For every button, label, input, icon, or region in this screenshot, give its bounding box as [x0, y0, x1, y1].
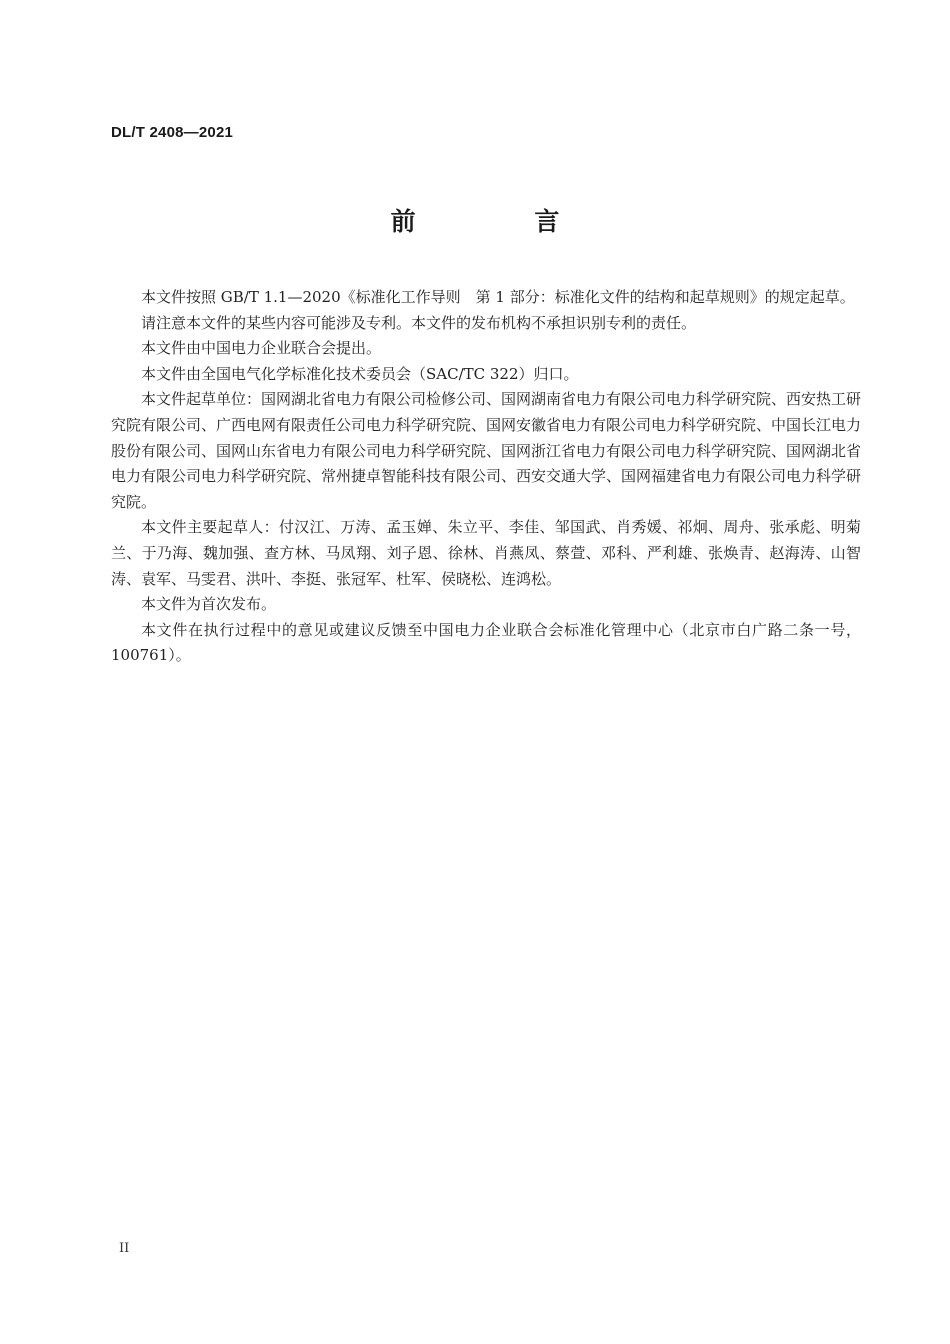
page-number: II — [119, 1241, 130, 1256]
standard-code: DL/T 2408—2021 — [111, 124, 234, 141]
paragraph-feedback: 本文件在执行过程中的意见或建议反馈至中国电力企业联合会标准化管理中心（北京市白广路二条一号，100761）。 — [111, 620, 861, 665]
paragraph-drafters: 本文件主要起草人：付汉江、万涛、孟玉婵、朱立平、李佳、邹国武、肖秀媛、祁炯、周舟、张承彪、明菊兰、于乃海、魏加强、查方林、马凤翔、刘子恩、徐林、肖燕凤、蔡萱、邓科、严利雄、张焕青、赵海涛、山智涛、袁军、马雯君、洪叶、李挺、张冠军、杜军、侯晓松、连鸿松。 — [111, 518, 861, 588]
paragraph-first-release: 本文件为首次发布。 — [141, 595, 277, 614]
foreword-body — [111, 285, 861, 669]
paragraph-patent-notice: 请注意本文件的某些内容可能涉及专利。本文件的发布机构不承担识别专利的责任。 — [141, 313, 697, 332]
paragraph-committee: 本文件由全国电气化学标准化技术委员会（SAC/TC 322）归口。 — [141, 364, 579, 383]
paragraph-drafting-units: 本文件起草单位：国网湖北省电力有限公司检修公司、国网湖南省电力有限公司电力科学研究院、西安热工研究院有限公司、广西电网有限责任公司电力科学研究院、国网安徽省电力有限公司电力科学研究院、中国长江电力股份有限公司、国网山东省电力有限公司电力科学研究院、国网浙江省电力有限公司电力科学研究院、国网湖北省电力有限公司电力科学研究院、常州捷卓智能科技有限公司、西安交通大学、国网福建省电力有限公司电力科学研究院。 — [111, 390, 862, 511]
page-title: 前 言 — [390, 207, 615, 236]
paragraph-proposer: 本文件由中国电力企业联合会提出。 — [141, 339, 382, 358]
paragraph-drafting-rules: 本文件按照 GB/T 1.1—2020《标准化工作导则 第 1 部分：标准化文件的结构和起草规则》的规定起草。 — [141, 288, 855, 306]
